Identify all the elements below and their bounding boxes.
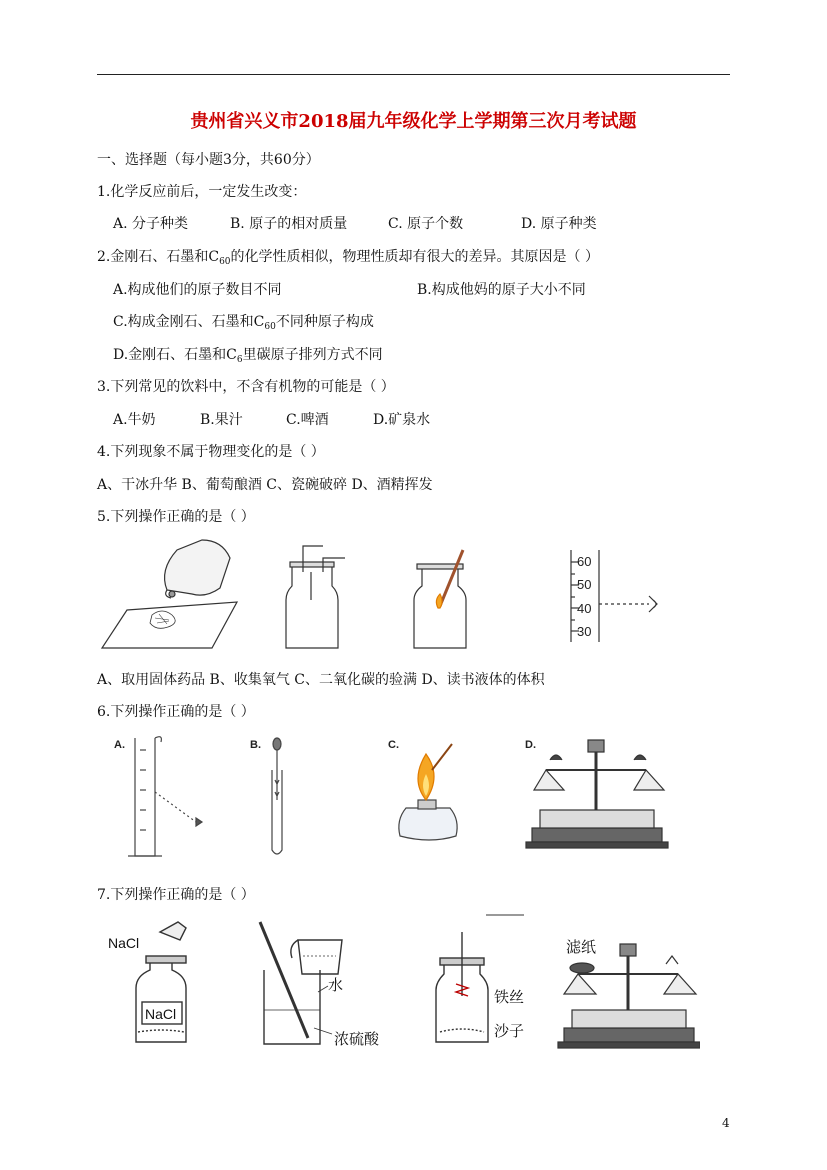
nacl-reagent-bottle-figure: [136, 922, 186, 1042]
q1-option-d: D. 原子种类: [521, 216, 597, 232]
measuring-cylinder-figure: [128, 737, 202, 856]
acid-label: 浓硫酸: [334, 1031, 380, 1048]
q2-c-subscript: 60: [264, 322, 276, 332]
q3-option-a: A.牛奶: [113, 412, 156, 428]
q6-label-b: B.: [250, 739, 261, 751]
solid-sample-figure: [102, 540, 237, 648]
q1-stem: 1.化学反应前后，一定发生改变：: [97, 184, 307, 200]
q3-stem: 3.下列常见的饮料中，不含有机物的可能是（ ）: [97, 379, 395, 395]
q2-c-post: 不同种原子构成: [275, 314, 374, 330]
iron-wire-label: 铁丝: [494, 989, 525, 1006]
filter-paper-label: 滤纸: [566, 939, 597, 956]
q1-option-c: C. 原子个数: [388, 216, 464, 232]
q3-option-b: B.果汁: [200, 412, 243, 428]
q6-label-d: D.: [525, 739, 536, 751]
q3-option-c: C.啤酒: [286, 412, 329, 428]
sand-label: 沙子: [494, 1023, 525, 1040]
tick-label-50: 50: [577, 577, 592, 592]
q2-stem: [97, 248, 599, 271]
q4-options: A、干冰升华 B、葡萄酿酒 C、瓷碗破碎 D、酒精挥发: [97, 477, 433, 493]
q2-option-d: [113, 346, 383, 369]
tick-label-40: 40: [577, 601, 592, 616]
water-label: 水: [328, 977, 344, 994]
q6-figures: [100, 730, 700, 865]
q6-label-c: C.: [388, 739, 399, 751]
q5-stem: 5.下列操作正确的是（ ）: [97, 509, 255, 525]
q7-figures: [100, 910, 700, 1060]
co2-test-bottle-figure: [414, 550, 466, 648]
q2-d-pre: D.金刚石、石墨和C: [113, 347, 237, 363]
q1-option-a: A. 分子种类: [113, 216, 189, 232]
balance-figure: [526, 740, 668, 848]
q6-label-a: A.: [114, 739, 125, 751]
alcohol-lamp-figure: [399, 744, 457, 840]
filter-balance-figure: [558, 944, 700, 1048]
q2-option-a: A.构成他们的原子数目不同: [113, 282, 282, 298]
q1-option-b: B. 原子的相对质量: [230, 216, 348, 232]
q2-stem-post: 的化学性质相似，物理性质却有很大的差异。其原因是（ ）: [230, 249, 599, 265]
section-heading: 一、选择题（每小题3分，共60分）: [97, 152, 320, 168]
nacl-arrow-label: NaCl: [108, 935, 140, 951]
q5-options: A、取用固体药品 B、收集氧气 C、二氧化碳的验满 D、读书液体的体积: [97, 672, 545, 688]
header-rule: [97, 74, 730, 75]
gas-collection-bottle-figure: [286, 546, 345, 648]
q4-stem: 4.下列现象不属于物理变化的是（ ）: [97, 444, 325, 460]
tick-label-60: 60: [577, 554, 592, 569]
q2-stem-subscript: 60: [219, 257, 231, 267]
test-tube-dropper-figure: [272, 738, 282, 854]
tick-label-30: 30: [577, 624, 592, 639]
q5-figures: [97, 530, 737, 660]
q2-d-subscript: 6: [236, 355, 243, 365]
q2-option-c: [113, 313, 374, 336]
q3-option-d: D.矿泉水: [373, 412, 431, 428]
q2-stem-pre: 2.金刚石、石墨和C: [97, 249, 220, 265]
q2-c-pre: C.构成金刚石、石墨和C: [113, 314, 265, 330]
q6-stem: 6.下列操作正确的是（ ）: [97, 704, 255, 720]
page-title: 贵州省兴义市2018届九年级化学上学期第三次月考试题: [190, 111, 637, 132]
q2-option-b: B.构成他妈的原子大小不同: [417, 282, 586, 298]
q7-stem: 7.下列操作正确的是（ ）: [97, 887, 255, 903]
page-number: 4: [722, 1116, 730, 1130]
nacl-bottle-label: NaCl: [145, 1006, 177, 1022]
q2-d-post: 里碳原子排列方式不同: [242, 347, 383, 363]
